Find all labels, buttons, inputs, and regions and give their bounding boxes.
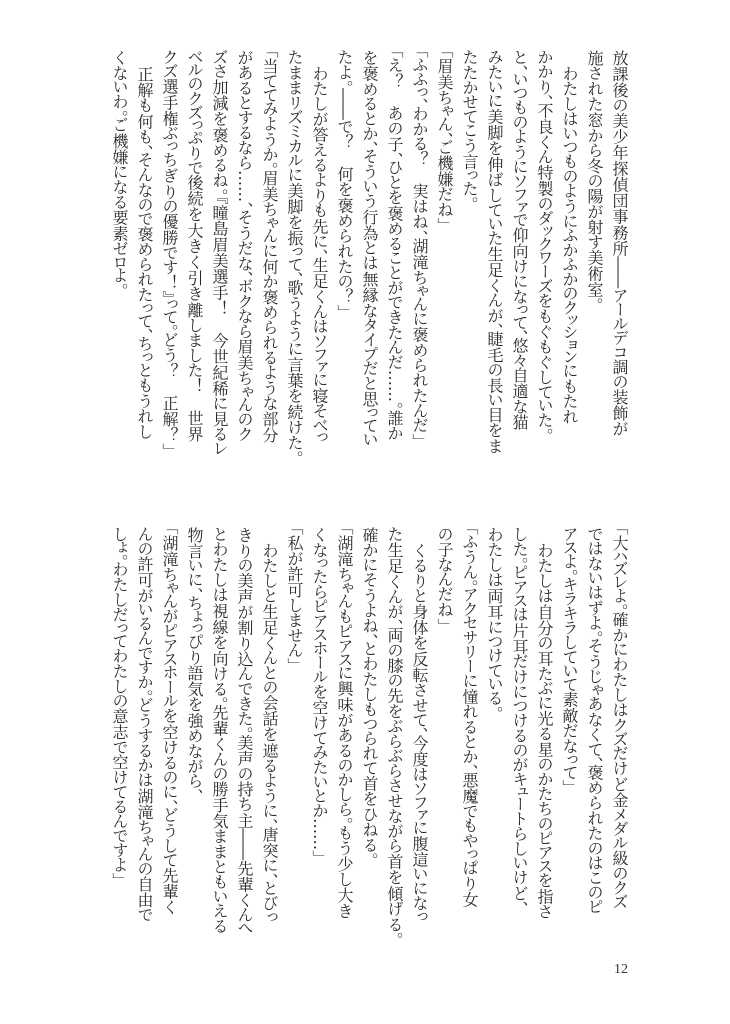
text-line: 放課後の美少年探偵団事務所――アールデコ調の装飾が: [610, 50, 629, 436]
text-line: くないわ。ご機嫌になる要素ゼロよ。: [110, 50, 129, 292]
text-line: くなったらピアスホールを空けてみたいとか……」: [310, 527, 329, 859]
bottom-text-block: [107, 527, 632, 947]
text-line: 「私が許可しません」: [285, 527, 304, 666]
text-line: かかり、不良くん特製のダックワーズをもぐもぐしていた。: [535, 50, 554, 436]
text-line: アスよ。キラキラしていて素敵だなって」: [560, 527, 579, 788]
text-line: 「眉美ちゃん、ご機嫌だね」: [435, 50, 454, 226]
text-line: を褒めるとか、そういう行為とは無縁なタイプだと思ってい: [360, 50, 379, 447]
text-line: たよ。――で？ 何を褒められたの？」: [335, 50, 354, 313]
text-line: 施された窓から冬の陽が射す美術室。: [585, 50, 604, 306]
top-text-block: [107, 50, 632, 505]
text-line: とわたしは視線を向ける。先輩くんの勝手気ままともいえる: [210, 527, 229, 934]
text-line: 「ふうん。アクセサリーに憧れるとか、悪魔でもやっぱり女: [460, 527, 479, 908]
text-line: 「大ハズレよ。確かにわたしはクズだけど金メダル級のクズ: [610, 527, 629, 909]
text-line: ベルのクズっぷりで後続を大きく引き離しました！ 世界: [185, 50, 204, 443]
text-line: 「湖滝ちゃんがピアスホールを空けるのに、どうして先輩く: [160, 527, 179, 915]
text-line: ではないはずよ。そうじゃあなくて、褒められたのはこのピ: [585, 527, 604, 915]
text-line: わたしが答えるよりも先に、生足くんはソファに寝そべっ: [310, 50, 329, 444]
text-line: きりの美声が割り込んできた。美声の持ち主――先輩くんへ: [235, 527, 254, 935]
text-line: 正解も何も、そんなので褒められたって、ちっともうれし: [135, 50, 154, 440]
text-line: 確かにそうよね、とわたしもつられて首をひねる。: [360, 527, 379, 861]
text-line: くるりと身体を反転させて、今度はソファに腹這いになっ: [410, 527, 429, 923]
text-line: 「当ててみようか。眉美ちゃんに何か褒められるような部分: [260, 50, 279, 443]
page-number: 12: [614, 962, 628, 977]
text-line: た生足くんが、両の膝の先をぶらぶらさせながら首を傾げる。: [385, 527, 404, 940]
text-line: があるとするなら……、そうだな、ボクなら眉美ちゃんのク: [235, 50, 254, 442]
text-line: クズ選手権ぶっちぎりの優勝です！』って。どう？ 正解？」: [160, 50, 179, 451]
text-line: たままリズミカルに美脚を振って、歌うように言葉を続けた。: [285, 50, 304, 459]
text-line: わたしは両耳につけている。: [485, 527, 504, 714]
text-line: みたいに美脚を伸ばしていた生足くんが、睫毛の長い目をま: [485, 50, 504, 454]
text-line: 「ふふっ、わかる？ 実はね、湖滝ちゃんに褒められたんだ」: [410, 50, 429, 442]
text-line: の子なんだね」: [435, 527, 454, 626]
text-line: わたしは自分の耳たぶに光る星のかたちのピアスを指さ: [535, 527, 554, 920]
text-line: 物言いに、ちょっぴり語気を強めながら、: [185, 527, 204, 797]
text-line: ズさ加減を褒めるね。『瞳島眉美選手！ 今世紀稀に見るレ: [210, 50, 229, 456]
text-line: と、いつものようにソファで仰向けになって、悠々自適な猫: [510, 50, 529, 431]
text-line: 「え？ あの子、ひとを褒めることができたんだ……。誰か: [385, 50, 404, 441]
text-line: しょ。わたしだってわたしの意志で空けてるんですよ」: [110, 527, 129, 881]
text-line: んの許可がいるんですか。どうするかは湖滝ちゃんの自由で: [135, 527, 154, 922]
text-line: 「湖滝ちゃんもピアスに興味があるのかしら。もう少し大き: [335, 527, 354, 920]
text-line: した。ピアスは片耳だけにつけるのがキュートらしいけど、: [510, 527, 529, 909]
text-line: わたしはいつものようにふかふかのクッションにもたれ: [560, 50, 579, 425]
text-line: わたしと生足くんとの会話を遮るように、唐突に、とびっ: [260, 527, 279, 924]
text-line: たたかせてこう言った。: [460, 50, 479, 205]
